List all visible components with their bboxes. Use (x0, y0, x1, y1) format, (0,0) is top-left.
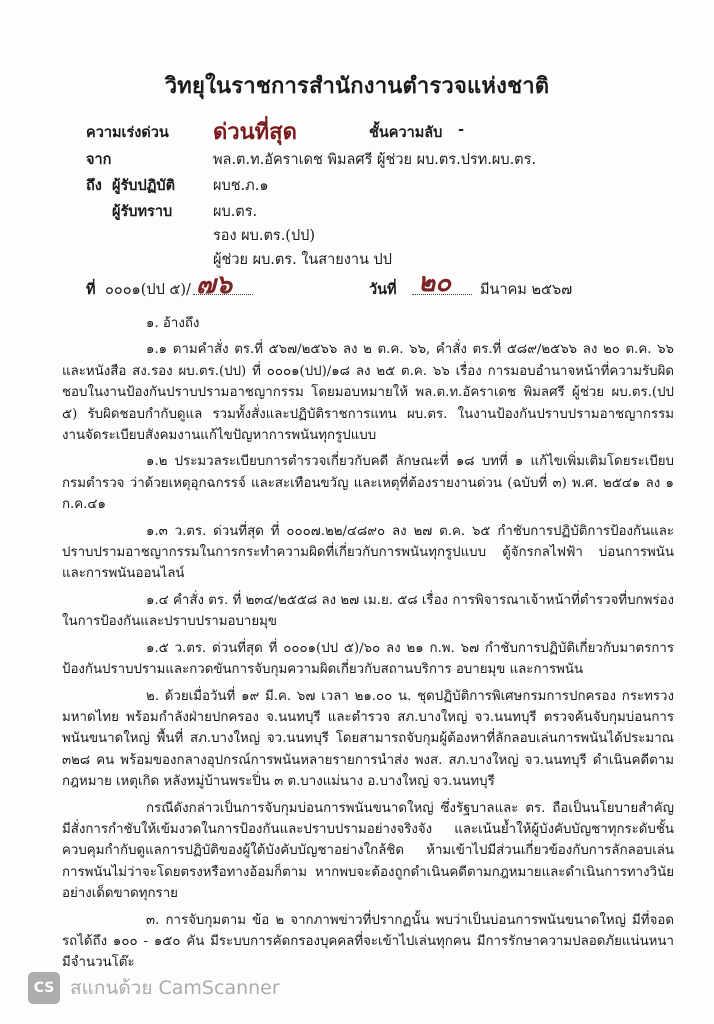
camscanner-text: สแกนด้วย CamScanner (70, 977, 280, 999)
to-label: ถึง (86, 177, 102, 194)
paragraph-ref-1-5: ๑.๕ ว.ตร. ด่วนที่สุด ที่ ๐๐๐๑(ปป ๕)/๖๐ ลง ๒๑ ก.พ. ๖๗ กำชับการปฏิบัติเกี่ยวกับมาตรการป้องกันปราบปรามและกวดขันการจับกุมความผิดเกี่ยวกับสถานบริการ อบายมุข และการพนัน (62, 640, 674, 678)
urgency-label: ความเร่งด่วน (86, 124, 169, 141)
action-recipient-label: ผู้รับปฏิบัติ (112, 177, 176, 194)
urgency-value: ด่วนที่สุด (213, 119, 297, 145)
inform-recipient-3: ผู้ช่วย ผบ.ตร. ในสายงาน ปป (213, 252, 392, 268)
date-day-handwritten: ๒๐ (418, 268, 452, 298)
inform-recipient-2: รอง ผบ.ตร.(ปป) (213, 228, 316, 244)
date-month-year: มีนาคม ๒๕๖๗ (480, 282, 573, 298)
secrecy-label: ชั้นความลับ (369, 124, 443, 141)
paragraph-reference-heading: ๑. อ้างถึง (146, 316, 200, 331)
secrecy-value: - (458, 121, 465, 138)
number-value: ๐๐๐๑(ปป ๕)/ (105, 282, 191, 298)
number-label: ที่ (86, 281, 96, 298)
document-title: วิทยุในราชการสำนักงานตำรวจแห่งชาติ (164, 73, 550, 99)
camscanner-icon: CS (28, 972, 60, 1004)
number-dotted-line (193, 294, 253, 295)
paragraph-ref-1-1: ๑.๑ ตามคำสั่ง ตร.ที่ ๕๖๗/๒๕๖๖ ลง ๒ ต.ค. ๖๖, คำสั่ง ตร.ที่ ๕๘๙/๒๕๖๖ ลง ๒๐ ต.ค. ๖๖ และหนังสือ สง.รอง ผบ.ตร.(ปป) ที่ ๐๐๐๑(ปป)/๑๘ ลง ๒๕ ต.ค. ๖๖ เรื่อง การมอบอำนาจหน้าที่ความรับผิดชอบในงานป้องกันปราบปรามอาชญากรรม โดยมอบหมายให้ พล.ต.ท.อัคราเดช พิมลศรี ผู้ช่วย ผบ.ตร.(ปป ๕) รับผิดชอบกำกับดูแล รวมทั้งสั่งและปฏิบัติราชการแทน ผบ.ตร. ในงานป้องกันปราบปรามอาชญากรรม งานจัดระเบียบสังคมงานแก้ไขปัญหาการพนันทุกรูปแบบ (62, 342, 674, 444)
inform-recipient-label: ผู้รับทราบ (112, 203, 173, 220)
paragraph-2: ๒. ด้วยเมื่อวันที่ ๑๙ มี.ค. ๖๗ เวลา ๒๑.๐๐ น. ชุดปฏิบัติการพิเศษกรมการปกครอง กระทรวงมหาดไทย พร้อมกำลังฝ่ายปกครอง จ.นนทบุรี และตำรวจ สภ.บางใหญ่ จว.นนทบุรี ตรวจค้นจับกุมบ่อนการพนันขนาดใหญ่ พื้นที่ สภ.บางใหญ่ จว.นนทบุรี โดยสามารถจับกุมผู้ต้องหาที่ลักลอบเล่นการพนันได้ประมาณ ๓๒๘ คน พร้อมของกลางอุปกรณ์การพนันหลายรายการนำส่ง พงส. สภ.บางใหญ่ จว.นนทบุรี ดำเนินคดีตามกฎหมาย เหตุเกิด หลังหมู่บ้านพระปิ่น ๓ ต.บางแม่นาง อ.บางใหญ่ จว.นนทบุรี (62, 688, 674, 790)
action-recipient-value: ผบช.ภ.๑ (213, 178, 269, 194)
number-handwritten: ๗๖ (196, 270, 233, 300)
paragraph-ref-1-2: ๑.๒ ประมวลระเบียบการตำรวจเกี่ยวกับคดี ลักษณะที่ ๑๘ บทที่ ๑ แก้ไขเพิ่มเติมโดยระเบียบกรมตำรวจ ว่าด้วยเหตุอุกฉกรรจ์ และสะเทือนขวัญ และเหตุที่ต้องรายงานด่วน (ฉบับที่ ๓) พ.ศ. ๒๕๔๑ ลง ๑ ก.ค.๔๑ (62, 454, 674, 513)
paragraph-2-remarks: กรณีดังกล่าวเป็นการจับกุมบ่อนการพนันขนาดใหญ่ ซึ่งรัฐบาลและ ตร. ถือเป็นนโยบายสำคัญมีสั่งการกำชับให้เข้มงวดในการป้องกันและปราบปรามอย่างจริงจัง และเน้นย้ำให้ผู้บังคับบัญชาทุกระดับชั้น ควบคุมกำกับดูแลการปฏิบัติของผู้ใต้บังคับบัญชาอย่างใกล้ชิด ห้ามเข้าไปมีส่วนเกี่ยวข้องกับการลักลอบเล่นการพนันไม่ว่าจะโดยตรงหรือทางอ้อมก็ตาม หากพบจะต้องถูกดำเนินคดีตามกฎหมายและดำเนินการทางวินัยอย่างเด็ดขาดทุกราย (62, 800, 674, 902)
date-dotted-line (412, 294, 472, 295)
document-body (62, 313, 674, 974)
from-label: จาก (86, 151, 112, 168)
paragraph-3: ๓. การจับกุมตาม ข้อ ๒ จากภาพข่าวที่ปรากฏนั้น พบว่าเป็นบ่อนการพนันขนาดใหญ่ มีที่จอดรถได้ถึง ๑๐๐ - ๑๕๐ คัน มีระบบการคัดกรองบุคคลที่จะเข้าไปเล่นทุกคน มีการรักษาความปลอดภัยแน่นหนา มีจำนวนโต๊ะ (62, 912, 674, 971)
from-value: พล.ต.ท.อัคราเดช พิมลศรี ผู้ช่วย ผบ.ตร.ปรท.ผบ.ตร. (213, 152, 537, 168)
paragraph-ref-1-3: ๑.๓ ว.ตร. ด่วนที่สุด ที่ ๐๐๐๗.๒๒/๔๘๙๐ ลง ๒๗ ต.ค. ๖๕ กำชับการปฏิบัติการป้องกันและปราบปรามอาชญากรรมในการกระทำความผิดที่เกี่ยวกับการพนันทุกรูปแบบ ตู้จักรกลไฟฟ้า บ่อนการพนันและการพนันออนไลน์ (62, 523, 674, 582)
inform-recipient-1: ผบ.ตร. (213, 204, 258, 220)
date-label: วันที่ (369, 281, 397, 298)
paragraph-ref-1-4: ๑.๔ คำสั่ง ตร. ที่ ๒๓๔/๒๕๕๘ ลง ๒๗ เม.ย. ๕๘ เรื่อง การพิจารณาเจ้าหน้าที่ตำรวจที่บกพร่องในการป้องกันและปราบปรามอบายมุข (62, 592, 674, 630)
camscanner-watermark (28, 972, 280, 1004)
